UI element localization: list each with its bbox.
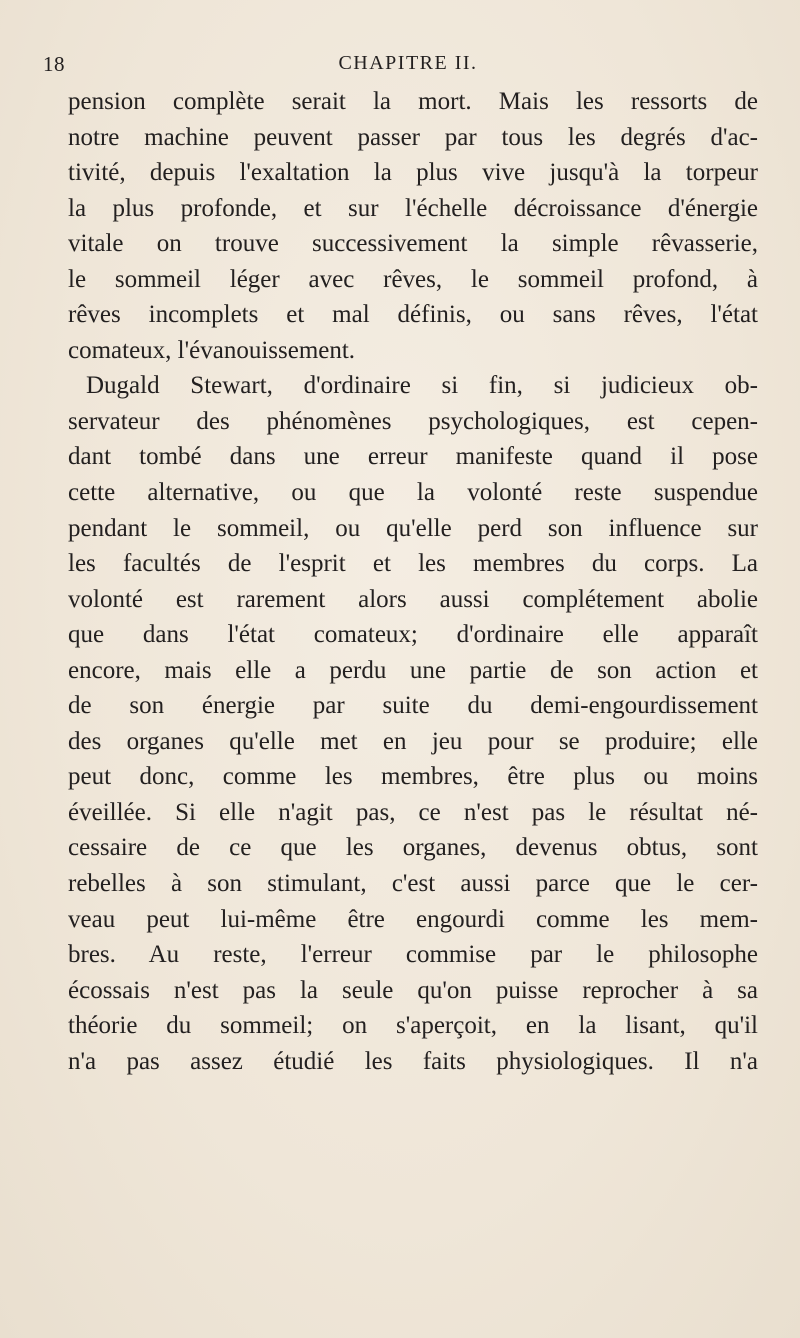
text-line: les facultés de l'esprit et les membres du corps. La <box>68 550 758 578</box>
text-line: bres. Au reste, l'erreur commise par le philosophe <box>68 941 758 969</box>
text-line: Dugald Stewart, d'ordinaire si fin, si judicieux ob- <box>86 372 758 400</box>
text-line: théorie du sommeil; on s'aperçoit, en la lisant, qu'il <box>68 1012 758 1040</box>
page-header <box>43 52 753 82</box>
text-line: vitale on trouve successivement la simple rêvasserie, <box>68 230 758 258</box>
text-line: la plus profonde, et sur l'échelle décroissance d'énergie <box>68 194 758 222</box>
text-line: rebelles à son stimulant, c'est aussi parce que le cer- <box>68 870 758 898</box>
text-line: dant tombé dans une erreur manifeste quand il pose <box>68 443 758 471</box>
running-head: CHAPITRE II. <box>338 52 478 74</box>
text-line: servateur des phénomènes psychologiques, est cepen- <box>68 407 758 435</box>
text-line: de son énergie par suite du demi-engourdissement <box>68 692 758 720</box>
text-line: encore, mais elle a perdu une partie de son action et <box>68 656 758 684</box>
text-line: écossais n'est pas la seule qu'on puisse reprocher à sa <box>68 976 758 1004</box>
text-line: veau peut lui-même être engourdi comme les mem- <box>68 905 758 933</box>
text-line: éveillée. Si elle n'agit pas, ce n'est pas le résultat né- <box>68 798 758 826</box>
text-line: cette alternative, ou que la volonté reste suspendue <box>68 479 758 507</box>
text-line: volonté est rarement alors aussi complétement abolie <box>68 585 758 613</box>
text-line: tivité, depuis l'exaltation la plus vive jusqu'à la torpeur <box>68 159 758 187</box>
text-line: le sommeil léger avec rêves, le sommeil profond, à <box>68 265 758 293</box>
text-line: rêves incomplets et mal définis, ou sans rêves, l'état <box>68 301 758 329</box>
text-line: n'a pas assez étudié les faits physiologiques. Il n'a <box>68 1047 758 1075</box>
text-line: des organes qu'elle met en jeu pour se produire; elle <box>68 727 758 755</box>
text-line: peut donc, comme les membres, être plus ou moins <box>68 763 758 791</box>
text-line: notre machine peuvent passer par tous les degrés d'ac- <box>68 123 758 151</box>
text-line: que dans l'état comateux; d'ordinaire elle apparaît <box>68 621 758 649</box>
text-line: pension complète serait la mort. Mais les ressorts de <box>68 88 758 115</box>
body-text <box>68 84 758 1079</box>
text-line: cessaire de ce que les organes, devenus obtus, sont <box>68 834 758 862</box>
page-number: 18 <box>43 52 65 76</box>
text-line: pendant le sommeil, ou qu'elle perd son influence sur <box>68 514 758 542</box>
text-line: comateux, l'évanouissement. <box>68 336 356 364</box>
